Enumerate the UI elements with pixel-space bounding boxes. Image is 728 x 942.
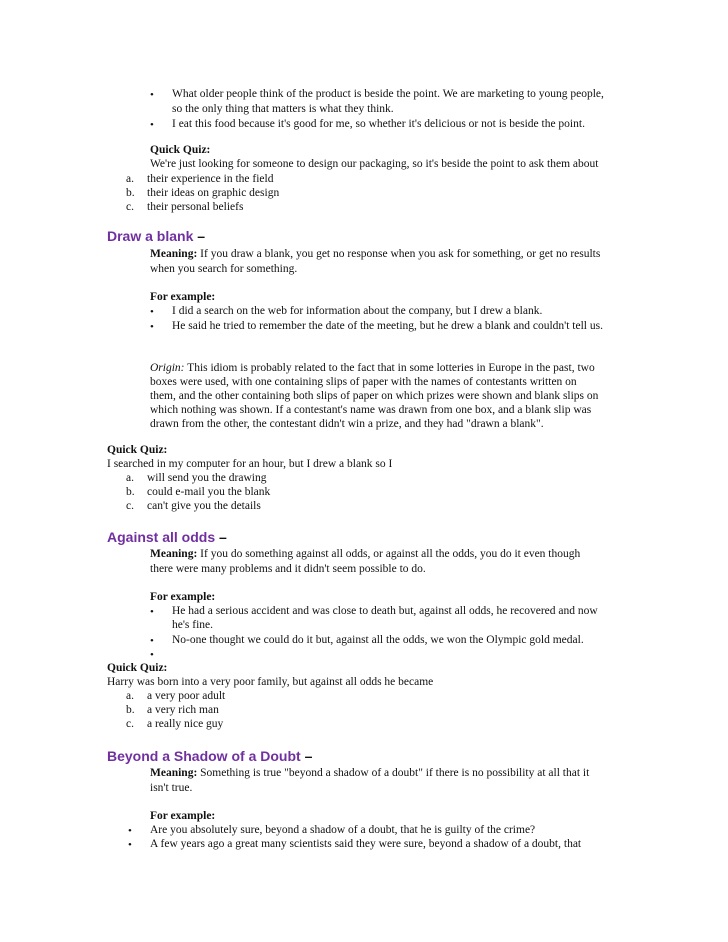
bullet-marker: • [150,89,154,101]
quiz-option-letter: b. [126,486,135,498]
example-label: For example: [150,810,216,822]
quiz-option-letter: c. [126,718,134,730]
example-label: For example: [150,291,216,303]
quiz-option-letter: a. [126,690,134,702]
quiz-question: Harry was born into a very poor family, but against all odds he became [107,676,434,688]
quiz-option-text: their personal beliefs [147,201,244,213]
example-text: He had a serious accident and was close to death but, against all odds, he recovered and now [172,605,598,617]
quiz-option-letter: b. [126,704,135,716]
idiom-heading: Draw a blank – [107,228,206,244]
bullet-marker: • [150,119,154,131]
quiz-label: Quick Quiz: [107,662,168,674]
quiz-option-text: a very rich man [147,704,219,716]
example-text: I eat this food because it's good for me, so whether it's delicious or not is beside the point. [172,118,585,130]
bullet-marker: • [150,306,154,318]
idiom-heading: Beyond a Shadow of a Doubt – [107,748,313,764]
origin-line: Origin: This idiom is probably related to the fact that in some lotteries in Europe in the past, two [150,362,595,374]
example-text: Are you absolutely sure, beyond a shadow of a doubt, that he is guilty of the crime? [150,824,536,836]
bullet-marker: • [150,635,154,647]
bullet-marker: • [150,321,154,333]
quiz-option-text: can't give you the details [147,500,261,512]
quiz-option-text: their ideas on graphic design [147,187,280,199]
quiz-option-letter: a. [126,472,134,484]
quiz-question: We're just looking for someone to design our packaging, so it's beside the point to ask them about [150,158,599,170]
quiz-option-letter: b. [126,187,135,199]
bullet-marker: • [128,839,132,851]
example-text: I did a search on the web for information about the company, but I drew a blank. [172,305,543,317]
quiz-option-text: will send you the drawing [147,472,267,484]
bullet-marker: • [128,825,132,837]
example-text: He said he tried to remember the date of the meeting, but he drew a blank and couldn't tell us. [172,320,603,332]
bullet-marker: • [150,649,154,661]
quiz-option-text: a really nice guy [147,718,224,730]
example-text: he's fine. [172,619,214,631]
quiz-question: I searched in my computer for an hour, but I drew a blank so I [107,458,393,470]
bullet-marker: • [150,606,154,618]
example-label: For example: [150,591,216,603]
meaning-line: there were many problems and it didn't seem possible to do. [150,563,426,575]
meaning-line: Meaning: If you do something against all odds, or against all the odds, you do it even though [150,548,581,560]
meaning-line: isn't true. [150,782,193,794]
quiz-option-letter: c. [126,201,134,213]
quiz-option-letter: c. [126,500,134,512]
quiz-option-text: could e-mail you the blank [147,486,271,498]
example-text: A few years ago a great many scientists said they were sure, beyond a shadow of a doubt, that [150,838,582,850]
example-text: so the only thing that matters is what they think. [172,103,394,115]
origin-line: them, and the other containing both slips of paper on which prizes were shown and blank slips on [150,390,599,402]
origin-line: drawn from the other, the contestant didn't win a prize, and they had "drawn a blank". [150,418,544,430]
meaning-line: when you search for something. [150,263,298,275]
origin-line: which nothing was shown. If a contestant's name was drawn from one box, and a blank slip was [150,404,592,416]
origin-line: boxes were used, with one containing slips of paper with the names of contestants written on [150,376,577,388]
meaning-line: Meaning: Something is true "beyond a shadow of a doubt" if there is no possibility at all that it [150,767,590,779]
quiz-label: Quick Quiz: [107,444,168,456]
meaning-line: Meaning: If you draw a blank, you get no response when you ask for something, or get no results [150,248,601,260]
idiom-heading: Against all odds – [107,529,227,545]
quiz-option-text: a very poor adult [147,690,226,702]
quiz-label: Quick Quiz: [150,144,211,156]
example-text: No-one thought we could do it but, against all the odds, we won the Olympic gold medal. [172,634,584,646]
quiz-option-letter: a. [126,173,134,185]
quiz-option-text: their experience in the field [147,173,274,185]
example-text: What older people think of the product is beside the point. We are marketing to young people, [172,88,604,100]
